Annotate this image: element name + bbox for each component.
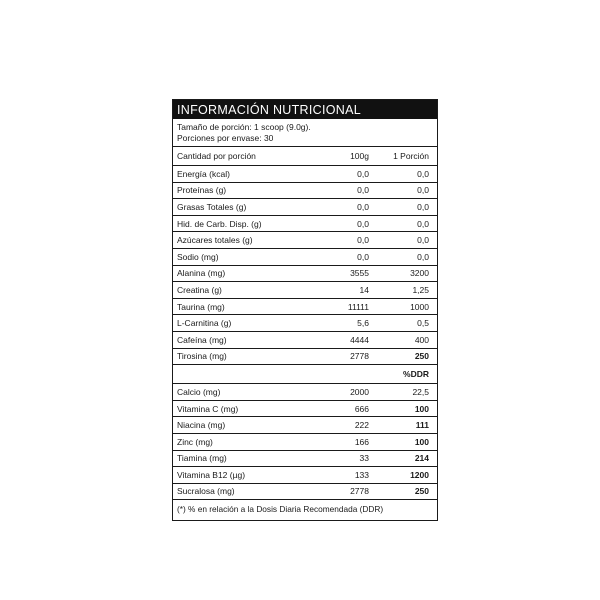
table-row bbox=[173, 434, 437, 451]
nutrient-name: Vitamina C (mg) bbox=[177, 403, 239, 414]
table-row bbox=[173, 166, 437, 183]
panel-title: INFORMACIÓN NUTRICIONAL bbox=[173, 100, 437, 119]
value-per-100g: 33 bbox=[359, 453, 369, 464]
value-per-serving: 0,0 bbox=[417, 218, 429, 229]
nutrient-name: Niacina (mg) bbox=[177, 420, 226, 431]
table-row bbox=[173, 315, 437, 332]
nutrient-rows-b bbox=[173, 384, 437, 500]
value-per-serving: 0,0 bbox=[417, 251, 429, 262]
servings-per-container: Porciones por envase: 30 bbox=[177, 132, 274, 143]
table-row bbox=[173, 417, 437, 434]
value-per-100g: 2778 bbox=[350, 351, 369, 362]
value-per-100g: 0,0 bbox=[357, 168, 369, 179]
value-per-100g: 0,0 bbox=[357, 201, 369, 212]
nutrient-name: Alanina (mg) bbox=[177, 268, 226, 279]
value-per-100g: 0,0 bbox=[357, 251, 369, 262]
table-row bbox=[173, 401, 437, 418]
value-per-100g: 0,0 bbox=[357, 185, 369, 196]
value-per-100g: 0,0 bbox=[357, 235, 369, 246]
table-row bbox=[173, 249, 437, 266]
value-per-serving: 0,0 bbox=[417, 168, 429, 179]
value-per-100g: 4444 bbox=[350, 334, 369, 345]
table-row bbox=[173, 349, 437, 366]
value-per-serving: 0,0 bbox=[417, 201, 429, 212]
nutrient-name: Proteínas (g) bbox=[177, 185, 227, 196]
nutrient-name: Hid. de Carb. Disp. (g) bbox=[177, 218, 262, 229]
header-col-100g: 100g bbox=[350, 151, 369, 161]
table-row bbox=[173, 183, 437, 200]
serving-info bbox=[173, 119, 437, 147]
table-row bbox=[173, 266, 437, 283]
table-row bbox=[173, 282, 437, 299]
value-per-serving: 22,5 bbox=[412, 386, 429, 397]
nutrient-name: Zinc (mg) bbox=[177, 436, 213, 447]
footnote: (*) % en relación a la Dosis Diaria Recomendada (DDR) bbox=[177, 504, 384, 515]
value-per-100g: 3555 bbox=[350, 268, 369, 279]
nutrient-name: Calcio (mg) bbox=[177, 386, 221, 397]
ddr-header-row bbox=[173, 365, 437, 384]
nutrient-name: Azúcares totales (g) bbox=[177, 235, 253, 246]
value-per-100g: 666 bbox=[354, 403, 369, 414]
nutrient-name: Vitamina B12 (µg) bbox=[177, 469, 246, 480]
table-row bbox=[173, 451, 437, 468]
value-per-100g: 5,6 bbox=[357, 318, 369, 329]
nutrient-name: Tiamina (mg) bbox=[177, 453, 227, 464]
header-col-serving: 1 Porción bbox=[393, 151, 429, 161]
table-row bbox=[173, 232, 437, 249]
nutrient-rows-a bbox=[173, 166, 437, 365]
value-per-serving: 100 bbox=[414, 436, 429, 447]
table-header bbox=[173, 147, 437, 166]
nutrient-name: Creatina (g) bbox=[177, 284, 222, 295]
value-per-100g: 11111 bbox=[347, 301, 369, 312]
value-per-serving: 0,5 bbox=[417, 318, 429, 329]
header-label: Cantidad por porción bbox=[177, 151, 256, 161]
value-per-100g: 14 bbox=[359, 284, 369, 295]
nutrient-name: L-Carnitina (g) bbox=[177, 318, 232, 329]
table-row bbox=[173, 484, 437, 501]
value-per-100g: 0,0 bbox=[357, 218, 369, 229]
value-per-serving: 400 bbox=[414, 334, 429, 345]
table-row bbox=[173, 216, 437, 233]
value-per-100g: 2778 bbox=[350, 486, 369, 497]
ddr-label: %DDR bbox=[403, 369, 429, 380]
value-per-100g: 222 bbox=[354, 420, 369, 431]
value-per-100g: 2000 bbox=[350, 386, 369, 397]
nutrient-name: Energía (kcal) bbox=[177, 168, 230, 179]
value-per-serving: 1200 bbox=[410, 469, 429, 480]
value-per-serving: 250 bbox=[414, 351, 429, 362]
value-per-serving: 0,0 bbox=[417, 235, 429, 246]
value-per-serving: 250 bbox=[414, 486, 429, 497]
value-per-100g: 133 bbox=[354, 469, 369, 480]
nutrient-name: Cafeína (mg) bbox=[177, 334, 227, 345]
nutrient-name: Taurina (mg) bbox=[177, 301, 225, 312]
table-row bbox=[173, 199, 437, 216]
value-per-serving: 1,25 bbox=[412, 284, 429, 295]
value-per-serving: 111 bbox=[415, 420, 429, 431]
nutrition-facts-panel bbox=[172, 99, 438, 521]
table-row bbox=[173, 299, 437, 316]
table-row bbox=[173, 332, 437, 349]
value-per-100g: 166 bbox=[354, 436, 369, 447]
value-per-serving: 3200 bbox=[410, 268, 429, 279]
nutrient-name: Sucralosa (mg) bbox=[177, 486, 235, 497]
nutrient-name: Grasas Totales (g) bbox=[177, 201, 247, 212]
value-per-serving: 100 bbox=[414, 403, 429, 414]
value-per-serving: 1000 bbox=[410, 301, 429, 312]
nutrient-name: Sodio (mg) bbox=[177, 251, 219, 262]
table-row bbox=[173, 467, 437, 484]
table-row bbox=[173, 384, 437, 401]
serving-size: Tamaño de porción: 1 scoop (9.0g). bbox=[177, 122, 311, 132]
nutrient-name: Tirosina (mg) bbox=[177, 351, 227, 362]
value-per-serving: 214 bbox=[414, 453, 429, 464]
value-per-serving: 0,0 bbox=[417, 185, 429, 196]
